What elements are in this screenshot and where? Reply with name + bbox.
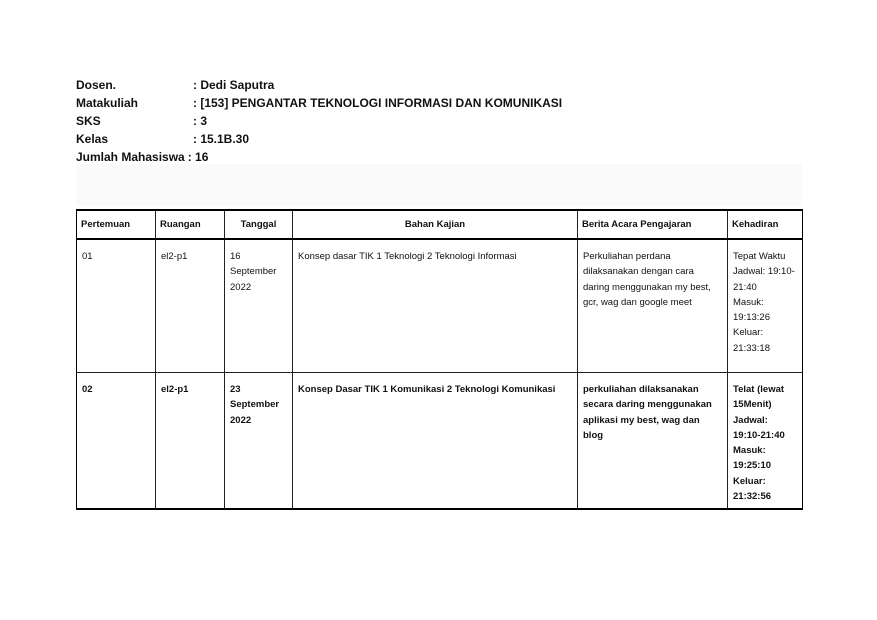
cell-berita-acara: perkuliahan dilaksanakan secara daring menggunakan aplikasi my best, wag dan blog (578, 373, 728, 510)
info-row-dosen (76, 76, 804, 94)
cell-tanggal: 16 September 2022 (225, 239, 293, 373)
cell-pertemuan: 02 (77, 373, 156, 510)
header-pertemuan: Pertemuan (77, 210, 156, 239)
cell-berita-acara: Perkuliahan perdana dilaksanakan dengan cara daring menggunakan my best, gcr, wag dan google meet (578, 239, 728, 373)
kelas-label: Kelas (76, 132, 109, 146)
cell-bahan-kajian: Konsep Dasar TIK 1 Komunikasi 2 Teknologi Komunikasi (293, 373, 578, 510)
header-kehadiran: Kehadiran (728, 210, 803, 239)
kehadiran-status: Telat (lewat 15Menit) (733, 384, 785, 411)
matakuliah-label: Matakuliah (76, 96, 139, 110)
kelas-value: : 15.1B.30 (193, 132, 250, 146)
kehadiran-keluar: Keluar: 21:33:18 (733, 327, 770, 354)
sks-label: SKS (76, 114, 101, 128)
cell-pertemuan: 01 (77, 239, 156, 373)
kehadiran-keluar: Keluar: 21:32:56 (733, 475, 772, 503)
table-row (77, 239, 803, 373)
cell-ruangan: el2-p1 (156, 373, 225, 510)
dosen-label: Dosen. (76, 78, 117, 92)
cell-ruangan: el2-p1 (156, 239, 225, 373)
header-bahan-kajian: Bahan Kajian (293, 210, 578, 239)
kehadiran-jadwal: Jadwal: 19:10-21:40 (733, 414, 785, 441)
header-berita-acara: Berita Acara Pengajaran (578, 210, 728, 239)
table-header-row (77, 210, 803, 239)
course-info (76, 76, 804, 166)
jumlah-label: Jumlah Mahasiswa (76, 150, 185, 164)
header-tanggal: Tanggal (225, 210, 293, 239)
info-row-sks (76, 112, 804, 130)
kehadiran-masuk: Masuk: 19:25:10 (733, 445, 772, 472)
kehadiran-jadwal: Jadwal: 19:10-21:40 (733, 266, 795, 293)
sks-value: : 3 (193, 114, 208, 128)
attendance-table (76, 209, 803, 510)
dosen-value: : Dedi Saputra (193, 78, 275, 92)
cell-bahan-kajian: Konsep dasar TIK 1 Teknologi 2 Teknologi Informasi (293, 239, 578, 373)
header-ruangan: Ruangan (156, 210, 225, 239)
cell-kehadiran (728, 239, 803, 373)
info-row-kelas (76, 130, 804, 148)
kehadiran-status: Tepat Waktu (733, 251, 786, 262)
cell-tanggal: 23 September 2022 (225, 373, 293, 510)
kehadiran-masuk: Masuk: 19:13:26 (733, 296, 770, 324)
table-row (77, 373, 803, 510)
info-row-matakuliah (76, 94, 804, 112)
jumlah-value: : 16 (187, 150, 209, 164)
matakuliah-value: : [153] PENGANTAR TEKNOLOGI INFORMASI DAN KOMUNIKASI (193, 96, 563, 110)
cell-kehadiran (728, 373, 803, 510)
shaded-band (76, 164, 802, 206)
